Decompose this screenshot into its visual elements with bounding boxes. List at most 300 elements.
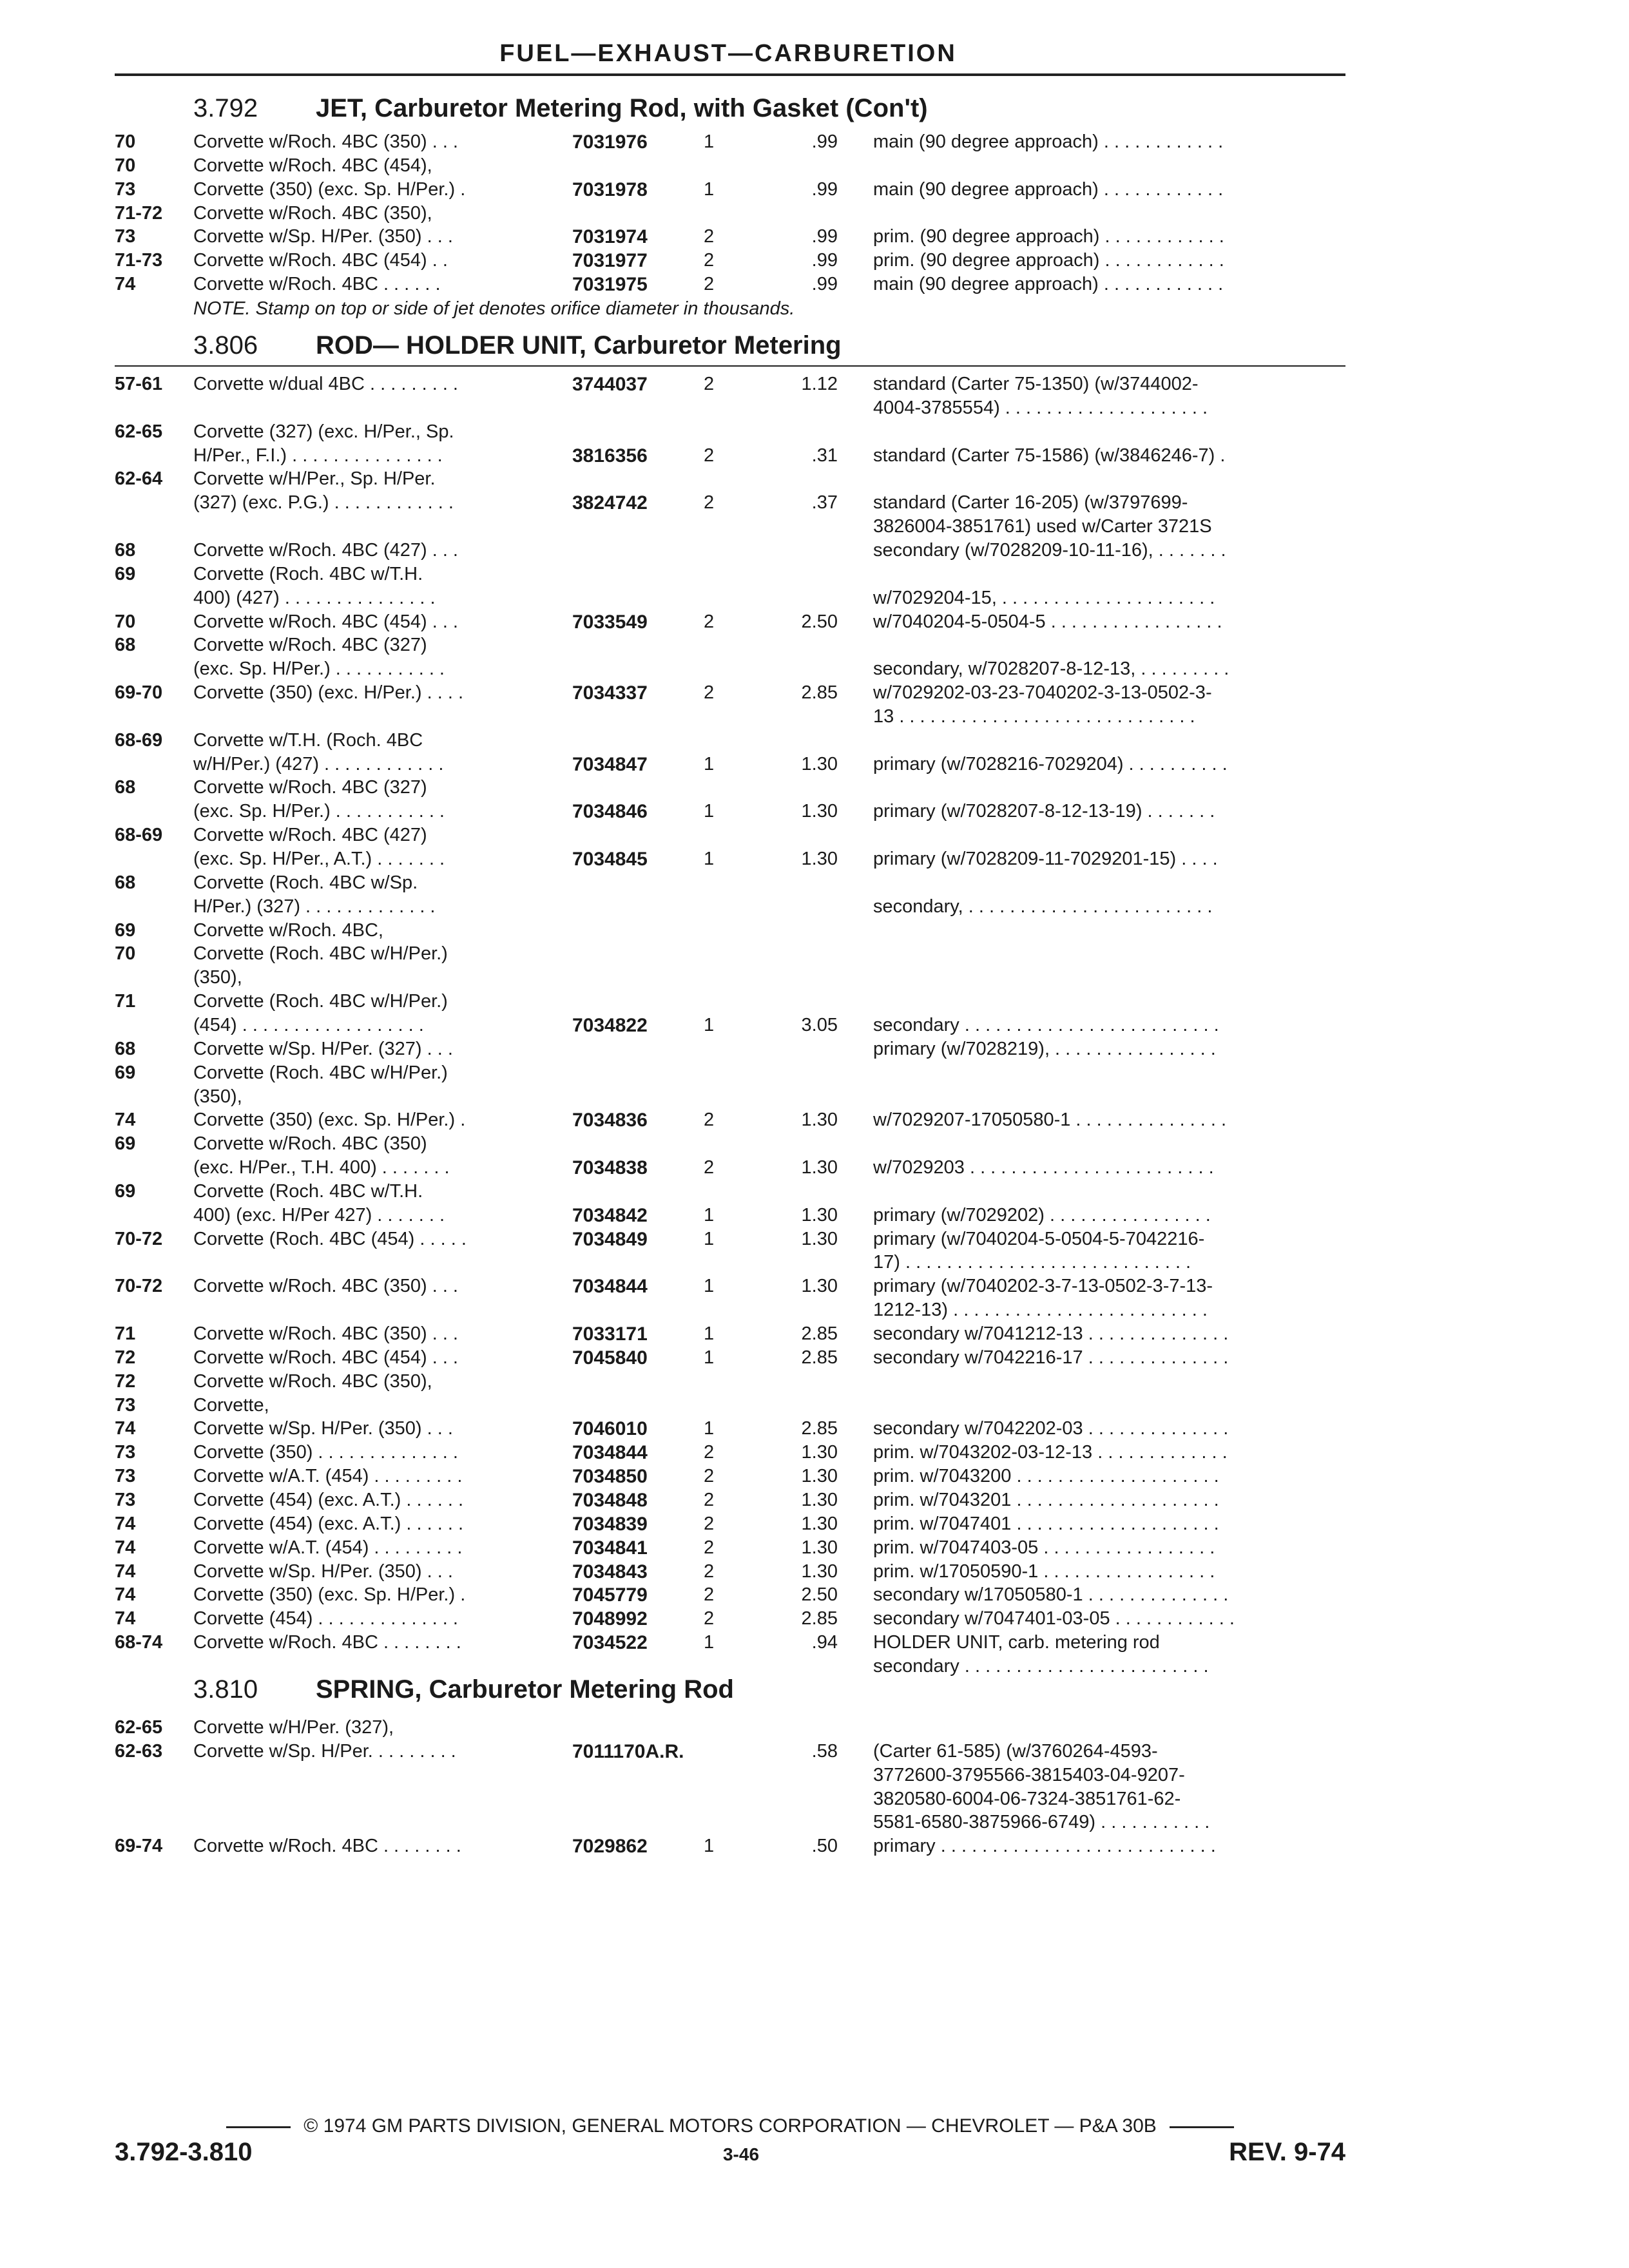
table-row	[0, 1157, 1629, 1182]
remarks-cell: secondary w/7047401-03-05 . . . . . . . . . . . .	[873, 1608, 1235, 1629]
quantity-cell: 1	[704, 753, 715, 774]
quantity-cell: 1	[704, 1228, 715, 1249]
quantity-cell: 2	[704, 1442, 715, 1463]
remarks-cell: HOLDER UNIT, carb. metering rod	[873, 1632, 1160, 1653]
remarks-cell: primary (w/7040202-3-7-13-0502-3-7-13-	[873, 1276, 1213, 1297]
description-cell: Corvette w/Roch. 4BC (350)	[193, 1133, 427, 1155]
remarks-cell: w/7040204-5-0504-5 . . . . . . . . . . . . . . . . .	[873, 611, 1222, 632]
price-cell: .99	[811, 250, 838, 271]
year-cell: 74	[115, 1418, 136, 1439]
description-cell: w/H/Per.) (427) . . . . . . . . . . . .	[193, 753, 444, 774]
description-cell: Corvette w/Roch. 4BC (454) . . .	[193, 611, 458, 632]
part-number-cell: 7046010	[572, 1418, 648, 1440]
year-cell: 74	[115, 1608, 136, 1629]
part-number-cell: 7031978	[572, 178, 648, 200]
price-cell: .99	[811, 131, 838, 152]
remarks-cell: standard (Carter 16-205) (w/3797699-	[873, 492, 1188, 514]
remarks-cell: w/7029202-03-23-7040202-3-13-0502-3-	[873, 682, 1212, 704]
table-row	[0, 421, 1629, 446]
year-cell: 70	[115, 611, 136, 632]
year-cell: 68	[115, 635, 136, 656]
table-row	[0, 1632, 1629, 1657]
table-row	[0, 611, 1629, 636]
price-cell: .31	[811, 445, 838, 466]
quantity-cell: 2	[704, 1608, 715, 1629]
remarks-cell: main (90 degree approach) . . . . . . . . . . . .	[873, 131, 1224, 152]
quantity-cell: 1	[704, 1014, 715, 1035]
description-cell: Corvette w/Roch. 4BC (454) . . .	[193, 1347, 458, 1368]
quantity-cell: 2	[704, 1584, 715, 1606]
part-number-cell: 7034842	[572, 1204, 648, 1226]
table-row	[0, 516, 1629, 541]
part-number-cell: 7033171	[572, 1323, 648, 1345]
price-cell: 1.30	[801, 1157, 838, 1178]
remarks-cell: primary . . . . . . . . . . . . . . . . . . . . . . . . . . .	[873, 1836, 1216, 1857]
price-cell: 1.30	[801, 1204, 838, 1225]
description-cell: Corvette w/T.H. (Roch. 4BC	[193, 729, 423, 751]
table-row	[0, 1300, 1629, 1324]
remarks-cell: prim. w/7047401 . . . . . . . . . . . . . . . . . . . .	[873, 1513, 1219, 1534]
description-cell: Corvette,	[193, 1394, 269, 1416]
part-number-cell: 3816356	[572, 445, 648, 466]
table-row	[0, 1039, 1629, 1063]
description-cell: Corvette w/H/Per. (327),	[193, 1717, 394, 1738]
description-cell: Corvette (Roch. 4BC w/T.H.	[193, 563, 423, 584]
section-number: 3.792	[193, 94, 258, 122]
part-number-cell: 7034836	[572, 1110, 648, 1131]
table-row	[0, 706, 1629, 731]
quantity-cell: 2	[704, 1110, 715, 1131]
year-cell: 72	[115, 1370, 136, 1392]
description-cell: Corvette w/Sp. H/Per. (327) . . .	[193, 1038, 453, 1059]
header-rule	[115, 73, 1345, 76]
price-cell: .58	[811, 1740, 838, 1762]
table-row	[0, 896, 1629, 921]
price-cell: 1.30	[801, 1513, 838, 1534]
quantity-cell: 2	[704, 1489, 715, 1510]
price-cell: 2.85	[801, 1608, 838, 1629]
table-row	[0, 1229, 1629, 1253]
year-cell: 62-63	[115, 1740, 163, 1762]
part-number-cell: 7034843	[572, 1561, 648, 1582]
part-number-cell: 7034839	[572, 1513, 648, 1535]
year-cell: 74	[115, 1584, 136, 1606]
table-row	[0, 1418, 1629, 1443]
remarks-cell: standard (Carter 75-1586) (w/3846246-7) .	[873, 445, 1226, 466]
page-header-title: FUEL—EXHAUST—CARBURETION	[499, 40, 957, 67]
jet-stamp-note: NOTE. Stamp on top or side of jet denotes orifice diameter in thousands.	[193, 298, 795, 319]
part-number-cell: 7034850	[572, 1466, 648, 1488]
table-row	[0, 991, 1629, 1015]
quantity-cell: 2	[704, 492, 715, 514]
section-number: 3.806	[193, 331, 258, 360]
year-cell: 68	[115, 777, 136, 798]
part-number-cell: 7034847	[572, 753, 648, 775]
remarks-cell: secondary . . . . . . . . . . . . . . . . . . . . . . . .	[873, 1655, 1209, 1677]
price-cell: 1.30	[801, 753, 838, 774]
remarks-cell: prim. w/7043200 . . . . . . . . . . . . . . . . . . . .	[873, 1466, 1219, 1487]
year-cell: 74	[115, 1561, 136, 1582]
quantity-cell: 1	[704, 1632, 715, 1653]
remarks-cell: 3772600-3795566-3815403-04-9207-	[873, 1764, 1185, 1785]
description-cell: Corvette w/A.T. (454) . . . . . . . . .	[193, 1537, 463, 1558]
remarks-cell: 4004-3785554) . . . . . . . . . . . . . . . . . . . .	[873, 397, 1208, 418]
table-row	[0, 179, 1629, 204]
section-heading	[193, 331, 842, 360]
table-row	[0, 1584, 1629, 1609]
remarks-cell: primary (w/7028216-7029204) . . . . . . . . . .	[873, 753, 1228, 774]
description-cell: Corvette w/Roch. 4BC (350) . . .	[193, 131, 458, 152]
table-row	[0, 564, 1629, 588]
remarks-cell: 5581-6580-3875966-6749) . . . . . . . . . . .	[873, 1812, 1210, 1833]
year-cell: 74	[115, 1537, 136, 1558]
remarks-cell: primary (w/7028209-11-7029201-15) . . . .	[873, 849, 1218, 869]
table-row	[0, 131, 1629, 156]
table-row	[0, 1656, 1629, 1680]
section-title: SPRING, Carburetor Metering Rod	[316, 1675, 734, 1704]
table-row	[0, 635, 1629, 659]
table-row	[0, 777, 1629, 802]
year-cell: 70-72	[115, 1276, 163, 1297]
quantity-cell: 1	[704, 1276, 715, 1297]
price-cell: 2.85	[801, 1347, 838, 1368]
year-cell: 73	[115, 226, 136, 247]
table-row	[0, 1133, 1629, 1158]
part-number-cell: 7033549	[572, 611, 648, 633]
quantity-cell: 1	[704, 178, 715, 200]
description-cell: Corvette w/Roch. 4BC (454) . .	[193, 250, 448, 271]
year-cell: 69	[115, 1133, 136, 1155]
part-number-cell: 7034841	[572, 1537, 648, 1559]
part-number-cell: 3824742	[572, 492, 648, 514]
quantity-cell: 1	[704, 1347, 715, 1368]
table-row	[0, 250, 1629, 274]
description-cell: Corvette w/Sp. H/Per. (350) . . .	[193, 1418, 453, 1439]
section-title: ROD— HOLDER UNIT, Carburetor Metering	[316, 331, 842, 360]
part-number-cell: 7034838	[572, 1157, 648, 1179]
table-row	[0, 1789, 1629, 1813]
year-cell: 70-72	[115, 1228, 163, 1249]
price-cell: 1.30	[801, 801, 838, 822]
remarks-cell: w/7029203 . . . . . . . . . . . . . . . . . . . . . . . .	[873, 1157, 1214, 1178]
price-cell: 2.85	[801, 1418, 838, 1439]
year-cell: 70	[115, 131, 136, 152]
price-cell: 2.50	[801, 1584, 838, 1606]
table-row	[0, 754, 1629, 778]
year-cell: 74	[115, 1110, 136, 1131]
description-cell: Corvette (454) (exc. A.T.) . . . . . .	[193, 1489, 464, 1510]
remarks-cell: primary (w/7028219), . . . . . . . . . . . . . . . .	[873, 1038, 1216, 1059]
part-number-cell: 7034846	[572, 801, 648, 823]
remarks-cell: secondary w/7042202-03 . . . . . . . . . . . . . .	[873, 1418, 1229, 1439]
remarks-cell: secondary w/7041212-13 . . . . . . . . . . . . . .	[873, 1323, 1229, 1344]
page-number: 3-46	[722, 2144, 760, 2164]
year-cell: 62-64	[115, 468, 163, 490]
quantity-cell: 2	[704, 1561, 715, 1582]
description-cell: Corvette (Roch. 4BC w/H/Per.)	[193, 1062, 448, 1083]
table-row	[0, 492, 1629, 517]
section-heading	[193, 94, 928, 123]
remarks-cell: prim. w/17050590-1 . . . . . . . . . . . . . . . . .	[873, 1561, 1215, 1582]
quantity-cell: 2	[704, 1537, 715, 1558]
description-cell: Corvette w/H/Per., Sp. H/Per.	[193, 468, 436, 490]
quantity-cell: 1	[704, 1836, 715, 1857]
description-cell: Corvette (350) (exc. H/Per.) . . . .	[193, 682, 464, 704]
table-row	[0, 1466, 1629, 1490]
description-cell: H/Per.) (327) . . . . . . . . . . . . .	[193, 896, 436, 917]
remarks-cell: secondary (w/7028209-10-11-16), . . . . . . .	[873, 539, 1226, 561]
quantity-cell: 2	[704, 682, 715, 704]
part-number-cell: 7048992	[572, 1608, 648, 1630]
remarks-cell: standard (Carter 75-1350) (w/3744002-	[873, 374, 1199, 394]
year-cell: 73	[115, 1466, 136, 1487]
year-cell: 68-69	[115, 825, 163, 846]
table-row	[0, 1608, 1629, 1633]
price-cell: 1.30	[801, 849, 838, 869]
table-row	[0, 1276, 1629, 1300]
year-cell: 71	[115, 1323, 136, 1344]
remarks-cell: prim. (90 degree approach) . . . . . . . . . . . .	[873, 226, 1224, 247]
remarks-cell: 17) . . . . . . . . . . . . . . . . . . . . . . . . . . . .	[873, 1252, 1191, 1273]
price-cell: 1.30	[801, 1561, 838, 1582]
year-cell: 73	[115, 1394, 136, 1416]
description-cell: Corvette w/Sp. H/Per. (350) . . .	[193, 226, 453, 247]
description-cell: (350),	[193, 967, 242, 988]
remarks-cell: secondary . . . . . . . . . . . . . . . . . . . . . . . . .	[873, 1014, 1219, 1035]
table-row	[0, 1442, 1629, 1466]
price-cell: .37	[811, 492, 838, 514]
part-number-cell: 7031975	[572, 274, 648, 296]
table-row	[0, 1086, 1629, 1111]
table-row	[0, 588, 1629, 612]
year-cell: 68	[115, 872, 136, 893]
table-row	[0, 274, 1629, 298]
remarks-cell: (Carter 61-585) (w/3760264-4593-	[873, 1740, 1158, 1762]
section-rule	[115, 365, 1345, 367]
year-cell: 73	[115, 1489, 136, 1510]
remarks-cell: 3826004-3851761) used w/Carter 3721S	[873, 516, 1212, 537]
year-cell: 69	[115, 919, 136, 941]
part-number-cell: 7034337	[572, 682, 648, 704]
year-cell: 71-73	[115, 250, 163, 271]
quantity-cell: 2	[704, 374, 715, 394]
description-cell: Corvette w/Roch. 4BC (350) . . .	[193, 1323, 458, 1344]
table-row	[0, 1514, 1629, 1538]
section-title: JET, Carburetor Metering Rod, with Gasket (Con't)	[316, 94, 928, 122]
description-cell: Corvette (350) (exc. Sp. H/Per.) .	[193, 1110, 466, 1131]
table-row	[0, 1836, 1629, 1860]
part-number-cell: 7045840	[572, 1347, 648, 1369]
quantity-cell: 1	[704, 1323, 715, 1344]
description-cell: (exc. Sp. H/Per.) . . . . . . . . . . .	[193, 658, 445, 680]
description-cell: Corvette w/Roch. 4BC (427)	[193, 825, 427, 846]
year-cell: 62-65	[115, 1717, 163, 1738]
remarks-cell: 1212-13) . . . . . . . . . . . . . . . . . . . . . . . . .	[873, 1300, 1208, 1321]
part-number-cell: 7034848	[572, 1489, 648, 1511]
remarks-cell: prim. w/7043202-03-12-13 . . . . . . . . . . . . .	[873, 1442, 1228, 1463]
price-cell: .99	[811, 274, 838, 295]
table-row	[0, 920, 1629, 945]
quantity-cell: 2	[704, 1157, 715, 1178]
remarks-cell: main (90 degree approach) . . . . . . . . . . . .	[873, 178, 1224, 200]
description-cell: (327) (exc. P.G.) . . . . . . . . . . . .	[193, 492, 454, 514]
year-cell: 74	[115, 1513, 136, 1534]
quantity-cell: 2	[704, 274, 715, 295]
part-number-cell: 7034522	[572, 1632, 648, 1654]
description-cell: Corvette w/Roch. 4BC (350) . . .	[193, 1276, 458, 1297]
description-cell: Corvette (350) . . . . . . . . . . . . . .	[193, 1442, 458, 1463]
description-cell: Corvette w/A.T. (454) . . . . . . . . .	[193, 1466, 463, 1487]
year-cell: 68	[115, 539, 136, 561]
remarks-cell: prim. w/7043201 . . . . . . . . . . . . . . . . . . . .	[873, 1489, 1219, 1510]
quantity-cell: 1	[704, 1418, 715, 1439]
description-cell: 400) (exc. H/Per 427) . . . . . . .	[193, 1204, 445, 1225]
year-cell: 72	[115, 1347, 136, 1368]
table-row	[0, 203, 1629, 227]
price-cell: 1.30	[801, 1276, 838, 1297]
part-number-cell: 7034849	[572, 1228, 648, 1250]
description-cell: Corvette (350) (exc. Sp. H/Per.) .	[193, 1584, 466, 1606]
table-row	[0, 1062, 1629, 1087]
table-row	[0, 540, 1629, 564]
description-cell: H/Per., F.I.) . . . . . . . . . . . . . . .	[193, 445, 443, 466]
table-row	[0, 1347, 1629, 1372]
remarks-cell: secondary, . . . . . . . . . . . . . . . . . . . . . . . .	[873, 896, 1213, 917]
table-row	[0, 1490, 1629, 1514]
price-cell: 1.30	[801, 1466, 838, 1487]
description-cell: Corvette (Roch. 4BC w/T.H.	[193, 1180, 423, 1202]
quantity-cell: 2	[704, 226, 715, 247]
part-number-cell: 7031977	[572, 250, 648, 272]
price-cell: 1.12	[801, 374, 838, 394]
remarks-cell: primary (w/7028207-8-12-13-19) . . . . . . .	[873, 801, 1215, 822]
remarks-cell: main (90 degree approach) . . . . . . . . . . . .	[873, 274, 1224, 295]
table-row	[0, 1537, 1629, 1562]
description-cell: (exc. Sp. H/Per.) . . . . . . . . . . .	[193, 801, 445, 822]
table-row	[0, 849, 1629, 873]
table-row	[0, 445, 1629, 470]
description-cell: (exc. H/Per., T.H. 400) . . . . . . .	[193, 1157, 450, 1178]
description-cell: (350),	[193, 1086, 242, 1107]
description-cell: Corvette (327) (exc. H/Per., Sp.	[193, 421, 454, 442]
year-cell: 73	[115, 178, 136, 200]
table-row	[0, 730, 1629, 754]
price-cell: 1.30	[801, 1228, 838, 1249]
description-cell: Corvette (350) (exc. Sp. H/Per.) .	[193, 178, 466, 200]
table-row	[0, 1371, 1629, 1396]
price-cell: 1.30	[801, 1110, 838, 1131]
quantity-cell: 1	[704, 849, 715, 869]
year-cell: 68-74	[115, 1632, 163, 1653]
price-cell: 1.30	[801, 1442, 838, 1463]
copyright-line	[115, 2115, 1345, 2137]
description-cell: Corvette (454) (exc. A.T.) . . . . . .	[193, 1513, 464, 1534]
section-number: 3.810	[193, 1675, 258, 1704]
copyright-text: © 1974 GM PARTS DIVISION, GENERAL MOTORS CORPORATION — CHEVROLET — P&A 30B	[304, 2115, 1157, 2137]
remarks-cell: w/7029204-15, . . . . . . . . . . . . . . . . . . . . .	[873, 587, 1215, 608]
part-number-cell: 7031974	[572, 226, 648, 248]
price-cell: .94	[811, 1632, 838, 1653]
remarks-cell: secondary w/7042216-17 . . . . . . . . . . . . . .	[873, 1347, 1229, 1368]
description-cell: Corvette w/dual 4BC . . . . . . . . .	[193, 374, 458, 394]
description-cell: Corvette w/Roch. 4BC (327)	[193, 635, 427, 656]
quantity-cell: 2	[704, 1466, 715, 1487]
description-cell: Corvette (454) . . . . . . . . . . . . . .	[193, 1608, 458, 1629]
footer-revision: REV. 9-74	[1229, 2138, 1345, 2166]
description-cell: Corvette w/Roch. 4BC . . . . . . . .	[193, 1836, 461, 1857]
table-row	[0, 374, 1629, 398]
description-cell: Corvette w/Roch. 4BC (350),	[193, 1370, 432, 1392]
remarks-cell: 13 . . . . . . . . . . . . . . . . . . . . . . . . . . . . .	[873, 706, 1195, 727]
year-cell: 69-74	[115, 1836, 163, 1857]
table-row	[0, 468, 1629, 493]
year-cell: 68	[115, 1038, 136, 1059]
quantity-cell: 2	[704, 611, 715, 632]
table-row	[0, 1741, 1629, 1765]
price-cell: 2.85	[801, 682, 838, 704]
table-row	[0, 1015, 1629, 1039]
price-cell: .99	[811, 226, 838, 247]
description-cell: Corvette (Roch. 4BC w/H/Per.)	[193, 943, 448, 965]
part-number-cell: 7031976	[572, 131, 648, 153]
year-cell: 74	[115, 274, 136, 295]
description-cell: Corvette w/Sp. H/Per. (350) . . .	[193, 1561, 453, 1582]
year-cell: 71-72	[115, 202, 163, 224]
year-cell: 70	[115, 943, 136, 965]
quantity-cell: 1	[704, 131, 715, 152]
year-cell: 73	[115, 1442, 136, 1463]
table-row	[0, 1765, 1629, 1789]
part-number-cell: 7034845	[572, 849, 648, 870]
description-cell: 400) (427) . . . . . . . . . . . . . . .	[193, 587, 436, 608]
table-row	[0, 1717, 1629, 1742]
description-cell: (454) . . . . . . . . . . . . . . . . . .	[193, 1014, 424, 1035]
description-cell: Corvette w/Roch. 4BC (350),	[193, 202, 432, 224]
year-cell: 69-70	[115, 682, 163, 704]
price-cell: 2.50	[801, 611, 838, 632]
remarks-cell: 3820580-6004-06-7324-3851761-62-	[873, 1788, 1181, 1809]
table-row	[0, 226, 1629, 251]
quantity-cell: 1	[704, 801, 715, 822]
description-cell: Corvette (Roch. 4BC (454) . . . . .	[193, 1228, 467, 1249]
table-row	[0, 658, 1629, 683]
year-cell: 57-61	[115, 374, 163, 394]
table-row	[0, 1110, 1629, 1134]
table-row	[0, 1181, 1629, 1206]
table-row	[0, 1323, 1629, 1348]
part-number-cell: 7045779	[572, 1584, 648, 1606]
remarks-cell: secondary, w/7028207-8-12-13, . . . . . . . . .	[873, 658, 1229, 680]
description-cell: Corvette w/Roch. 4BC (427) . . .	[193, 539, 458, 561]
price-cell: 1.30	[801, 1489, 838, 1510]
description-cell: Corvette w/Roch. 4BC (327)	[193, 777, 427, 798]
remarks-cell: prim. (90 degree approach) . . . . . . . . . . . .	[873, 250, 1224, 271]
quantity-cell: 1	[704, 1204, 715, 1225]
table-row	[0, 398, 1629, 422]
year-cell: 71	[115, 991, 136, 1012]
table-row	[0, 825, 1629, 849]
description-cell: Corvette w/Roch. 4BC (454),	[193, 155, 432, 176]
price-cell: .99	[811, 178, 838, 200]
year-cell: 69	[115, 1062, 136, 1083]
table-row	[0, 943, 1629, 968]
price-cell: 3.05	[801, 1014, 838, 1035]
table-row	[0, 1252, 1629, 1276]
table-row	[0, 872, 1629, 897]
remarks-cell: primary (w/7040204-5-0504-5-7042216-	[873, 1228, 1205, 1249]
part-number-cell: 7034844	[572, 1276, 648, 1298]
year-cell: 70	[115, 155, 136, 176]
